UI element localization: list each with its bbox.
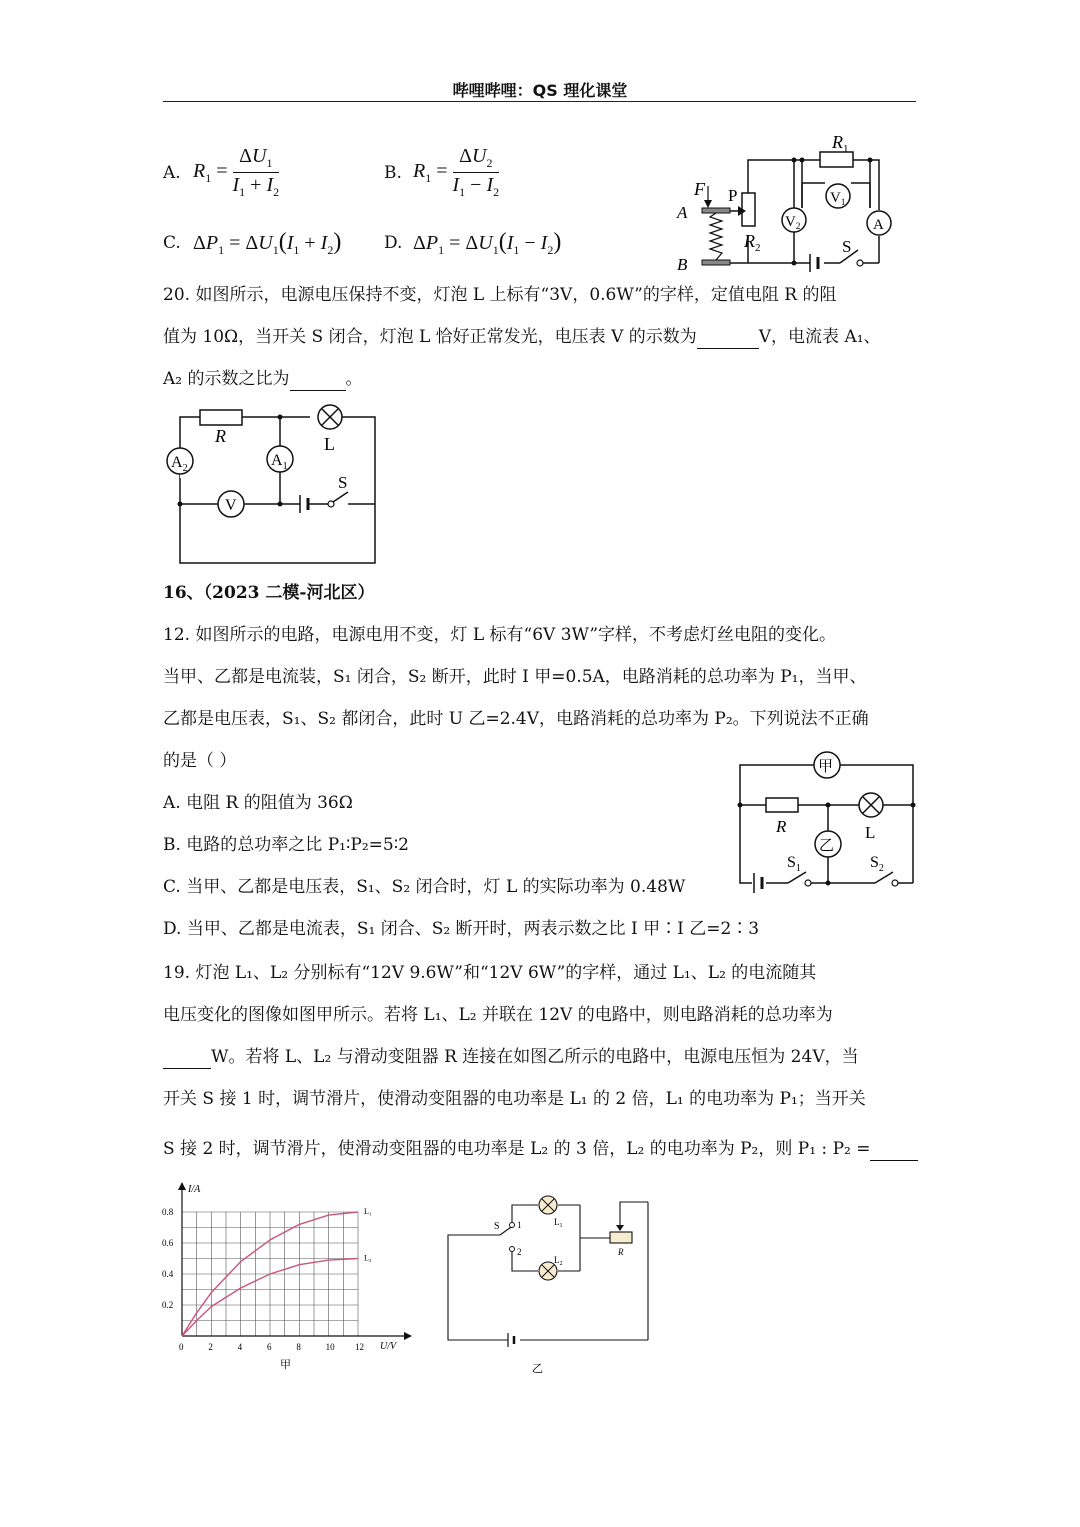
q12-line3: 乙都是电压表，S₁、S₂ 都闭合，此时 U 乙=2.4V，电路消耗的总功率为 P₂。下列说法不正确: [163, 709, 869, 729]
f-label: F: [694, 179, 705, 199]
circuit-diagram-q12: [730, 750, 920, 895]
q12-option-b: B. 电路的总功率之比 P₁∶P₂=5∶2: [163, 835, 409, 855]
q19-line4: 开关 S 接 1 时，调节滑片，使滑动变阻器的电功率是 L₁ 的 2 倍，L₁ 的电功率为 P₁；当开关: [163, 1089, 866, 1109]
q12-option-d: D. 当甲、乙都是电流表，S₁ 闭合、S₂ 断开时，两表示数之比 I 甲∶I 乙=2∶3: [163, 919, 760, 939]
spring: [710, 213, 722, 260]
s-label: S: [338, 473, 348, 492]
r2-label: $R_2$: [744, 231, 761, 254]
option-a-formula: $R_1$ = $\frac{\Delta U_1}{I_1 + I_2}$: [193, 145, 280, 199]
r-label: R: [618, 1247, 624, 1257]
r-label: R: [776, 817, 787, 836]
p-label: P: [728, 186, 738, 205]
circuit-diagram-pressure-sensor: [670, 128, 910, 278]
q12-option-a: A. 电阻 R 的阻值为 36Ω: [163, 793, 353, 813]
q20-line2-part1: 值为 10Ω，当开关 S 闭合，灯泡 L 恰好正常发光，电压表 V 的示数为: [163, 327, 697, 347]
q19-line5: [163, 1138, 918, 1161]
q12-line2: 当甲、乙都是电流装，S₁ 闭合，S₂ 断开，此时 I 甲=0.5A，电路消耗的总功率为 P₁，当甲、: [163, 667, 867, 687]
series-label-2: L₂: [364, 1253, 372, 1263]
plate-b: [702, 260, 730, 265]
q20-blank-voltage[interactable]: [697, 326, 759, 349]
option-d-formula: $\Delta P_1 = \Delta U_1(I_1 - I_2)$: [413, 229, 562, 257]
terminal-1-label: 1: [517, 1220, 522, 1230]
q19-blank-power[interactable]: [163, 1046, 211, 1069]
x-tick-label: 0: [179, 1342, 184, 1352]
r1-label: $R_1$: [832, 132, 849, 155]
option-c: [163, 233, 181, 253]
v1-label: $V_1$: [830, 190, 846, 207]
s2-label: $S_2$: [870, 854, 884, 874]
resistor-r: [766, 798, 798, 812]
q20-line2-part2: V，电流表 A₁、: [758, 327, 881, 347]
q19-blank-ratio[interactable]: [870, 1138, 918, 1161]
option-c-formula: $\Delta P_1 = \Delta U_1(I_1 + I_2)$: [193, 229, 342, 257]
option-b-formula: $R_1$ = $\frac{\Delta U_2}{I_1 - I_2}$: [413, 145, 500, 199]
ammeter-label: A: [873, 217, 884, 233]
s-label: S: [494, 1221, 500, 1232]
header-divider: [163, 101, 916, 102]
q12-option-c: C. 当甲、乙都是电压表，S₁、S₂ 闭合时，灯 L 的实际功率为 0.48W: [163, 877, 686, 897]
a-label: A: [677, 203, 688, 222]
q20-line3-part1: A₂ 的示数之比为: [163, 369, 290, 389]
q12-line4: 的是（ ）: [163, 751, 237, 771]
y-tick-label: 0.2: [162, 1300, 174, 1310]
a1-label: $A_1$: [271, 452, 288, 472]
circuit-caption: 乙: [532, 1363, 543, 1375]
q19-line5-text: S 接 2 时，调节滑片，使滑动变阻器的电功率是 L₂ 的 3 倍，L₂ 的电功率为 P₂，则 P₁ : P₂ =: [163, 1139, 871, 1159]
option-b-label: B.: [384, 163, 402, 183]
resistor-r: [200, 410, 242, 425]
s-label: S: [842, 237, 852, 256]
x-axis-label: U/V: [380, 1341, 397, 1352]
x-tick-label: 6: [267, 1342, 272, 1352]
option-a-label: A.: [163, 163, 181, 183]
q19-line2: 电压变化的图像如图甲所示。若将 L₁、L₂ 并联在 12V 的电路中，则电路消耗的总功率为: [163, 1005, 833, 1025]
x-tick-label: 12: [355, 1342, 364, 1352]
v-label: V: [225, 497, 237, 514]
l-label: L: [865, 823, 876, 842]
q20-line3: [163, 368, 363, 391]
v2-label: $V_2$: [785, 214, 801, 231]
l2-label: $L_2$: [554, 1255, 563, 1267]
r-label: R: [215, 426, 226, 446]
option-c-label: C.: [163, 233, 181, 253]
option-a: [163, 163, 181, 183]
rheostat-r: [610, 1232, 632, 1243]
plate-a: [702, 208, 730, 213]
q20-line3-part2: 。: [345, 369, 363, 389]
q20-blank-ratio[interactable]: [290, 368, 346, 391]
chart-caption: 甲: [280, 1359, 291, 1371]
x-tick-label: 10: [325, 1342, 335, 1352]
q19-line3-text: W。若将 L、L₂ 与滑动变阻器 R 连接在如图乙所示的电路中，电源电压恒为 24V，当: [211, 1047, 859, 1067]
series-label-1: L₁: [364, 1207, 372, 1216]
l-label: L: [324, 434, 335, 454]
b-label: B: [677, 255, 688, 274]
page-header: 哔哩哔哩：QS 理化课堂: [452, 81, 628, 100]
section-16-heading: 16、（2023 二模-河北区）: [163, 583, 375, 603]
terminal-2-label: 2: [517, 1247, 522, 1257]
yi-label: 乙: [819, 838, 835, 854]
q19-line3: [163, 1046, 859, 1069]
y-tick-label: 0.4: [162, 1269, 174, 1279]
y-tick-label: 0.8: [162, 1207, 174, 1217]
q20-line1: 20. 如图所示，电源电压保持不变，灯泡 L 上标有“3V，0.6W”的字样，定值电阻 R 的阻: [163, 285, 837, 305]
q19-line1: 19. 灯泡 L₁、L₂ 分别标有“12V 9.6W”和“12V 6W”的字样，通过 L₁、L₂ 的电流随其: [163, 963, 817, 983]
y-tick-label: 0.6: [162, 1238, 174, 1248]
option-b: [384, 163, 402, 183]
y-axis-label: I/A: [188, 1184, 201, 1195]
s1-label: $S_1$: [787, 854, 801, 874]
q12-line1: 12. 如图所示的电路，电源电用不变，灯 L 标有“6V 3W”字样，不考虑灯丝电阻的变化。: [163, 625, 837, 645]
jia-label: 甲: [818, 759, 834, 775]
l1-label: $L_1$: [554, 1217, 563, 1229]
x-tick-label: 2: [208, 1342, 213, 1352]
r2-resistor: [742, 193, 755, 226]
q20-line2: [163, 326, 881, 349]
x-tick-label: 4: [237, 1342, 243, 1352]
switch-s2: [875, 872, 893, 883]
circuit-diagram-yi: [440, 1185, 660, 1375]
x-tick-label: 8: [296, 1342, 301, 1352]
iu-graph-jia: [160, 1172, 420, 1377]
option-d-label: D.: [384, 233, 403, 253]
a2-label: $A_2$: [171, 454, 188, 474]
option-d: [384, 233, 402, 253]
circuit-diagram-q20: [160, 400, 385, 570]
